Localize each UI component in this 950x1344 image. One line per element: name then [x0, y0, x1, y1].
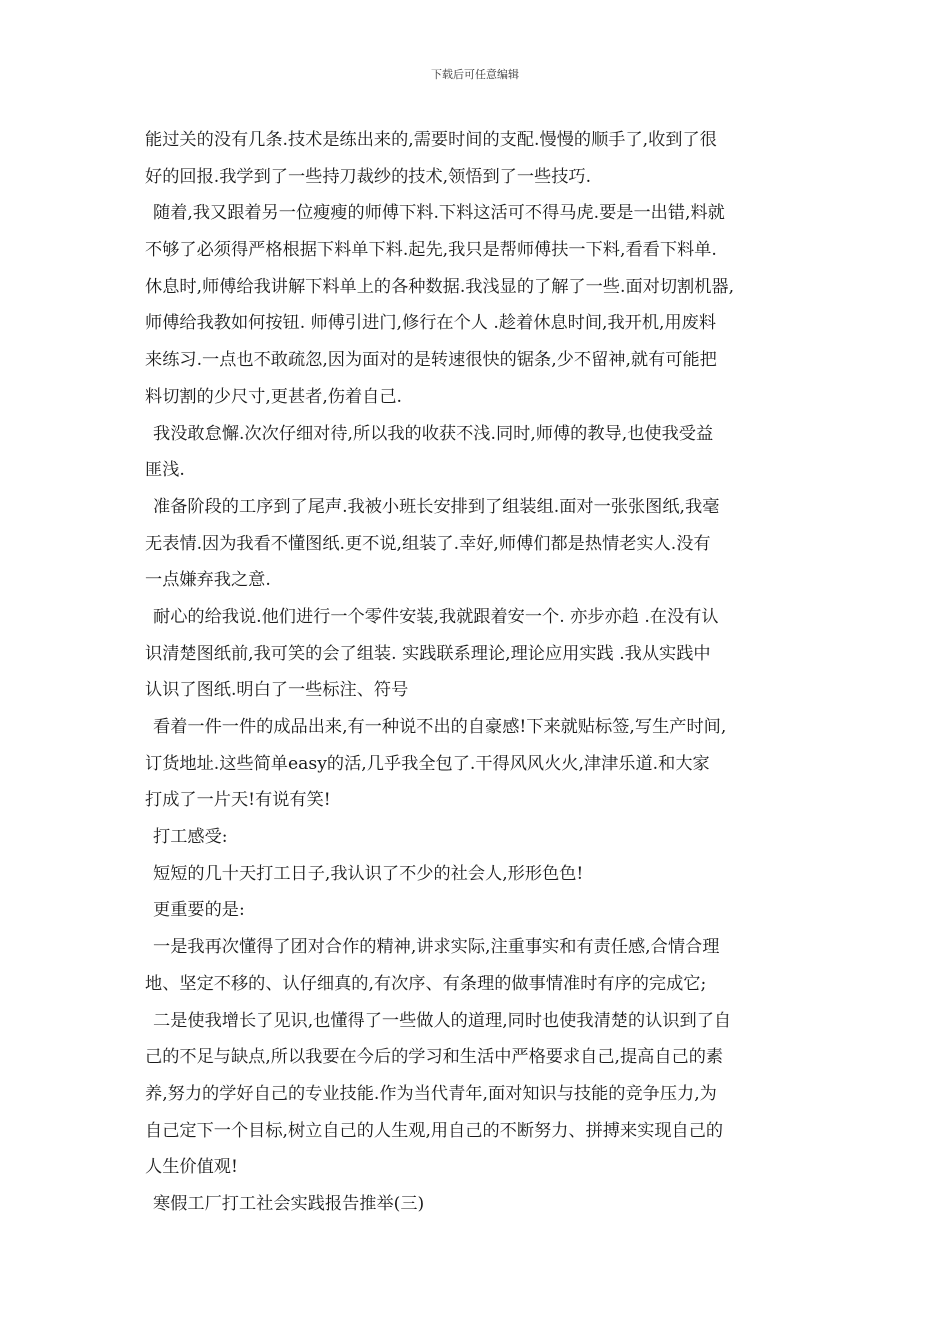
text-line: 二是使我增长了见识,也懂得了一些做人的道理,同时也使我清楚的认识到了自 — [153, 1010, 732, 1031]
text-line: 打成了一片天!有说有笑! — [145, 790, 331, 811]
text-line: 一点嫌弃我之意. — [145, 570, 271, 591]
text-line: 识清楚图纸前,我可笑的会了组装. 实践联系理论,理论应用实践 .我从实践中 — [145, 643, 711, 664]
text-line: 寒假工厂打工社会实践报告推举(三) — [153, 1193, 425, 1214]
text-line: 人生价值观! — [145, 1157, 238, 1178]
text-line: 订货地址.这些简单easy的活,几乎我全包了.干得风风火火,津津乐道.和大家 — [145, 753, 710, 774]
text-line: 养,努力的学好自己的专业技能.作为当代青年,面对知识与技能的竞争压力,为 — [145, 1083, 717, 1104]
text-line: 料切割的少尺寸,更甚者,伤着自己. — [145, 386, 403, 407]
body-text — [145, 122, 813, 1223]
text-line: 匪浅. — [145, 460, 185, 481]
text-line: 认识了图纸.明白了一些标注、符号 — [145, 680, 409, 701]
text-line: 己的不足与缺点,所以我要在今后的学习和生活中严格要求自己,提高自己的素 — [145, 1047, 724, 1068]
text-line: 来练习.一点也不敢疏忽,因为面对的是转速很快的锯条,少不留神,就有可能把 — [145, 350, 717, 371]
text-line: 地、坚定不移的、认仔细真的,有次序、有条理的做事情准时有序的完成它; — [145, 973, 707, 994]
text-line: 更重要的是: — [153, 900, 245, 921]
page-header: 下载后可任意编辑 — [431, 68, 519, 81]
text-line: 能过关的没有几条.技术是练出来的,需要时间的支配.慢慢的顺手了,收到了很 — [145, 130, 717, 150]
text-line: 一是我再次懂得了团对合作的精神,讲求实际,注重事实和有责任感,合情合理 — [153, 937, 720, 958]
text-line: 休息时,师傅给我讲解下料单上的各种数据.我浅显的了解了一些.面对切割机器, — [145, 276, 735, 297]
text-line: 短短的几十天打工日子,我认识了不少的社会人,形形色色! — [153, 863, 584, 884]
text-line: 自己定下一个目标,树立自己的人生观,用自己的不断努力、拼搏来实现自己的 — [145, 1120, 724, 1141]
text-line: 耐心的给我说.他们进行一个零件安装,我就跟着安一个. 亦步亦趋 .在没有认 — [153, 606, 719, 627]
text-line: 我没敢怠懈.次次仔细对待,所以我的收获不浅.同时,师傅的教导,也使我受益 — [153, 423, 714, 444]
text-line: 看着一件一件的成品出来,有一种说不出的自豪感!下来就贴标签,写生产时间, — [153, 717, 727, 737]
text-line: 不够了必须得严格根据下料单下料.起先,我只是帮师傅扶一下料,看看下料单. — [145, 240, 717, 261]
text-line: 师傅给我教如何按钮. 师傅引进门,修行在个人 .趁着休息时间,我开机,用废料 — [145, 313, 717, 334]
text-line: 好的回报.我学到了一些持刀裁纱的技术,领悟到了一些技巧. — [145, 166, 592, 187]
text-line: 无表情.因为我看不懂图纸.更不说,组装了.幸好,师傅们都是热情老实人.没有 — [145, 533, 711, 554]
text-line: 随着,我又跟着另一位瘦瘦的师傅下料.下料这活可不得马虎.要是一出错,料就 — [153, 203, 725, 224]
text-line: 准备阶段的工序到了尾声.我被小班长安排到了组装组.面对一张张图纸,我毫 — [153, 496, 720, 517]
text-line: 打工感受: — [153, 827, 228, 848]
